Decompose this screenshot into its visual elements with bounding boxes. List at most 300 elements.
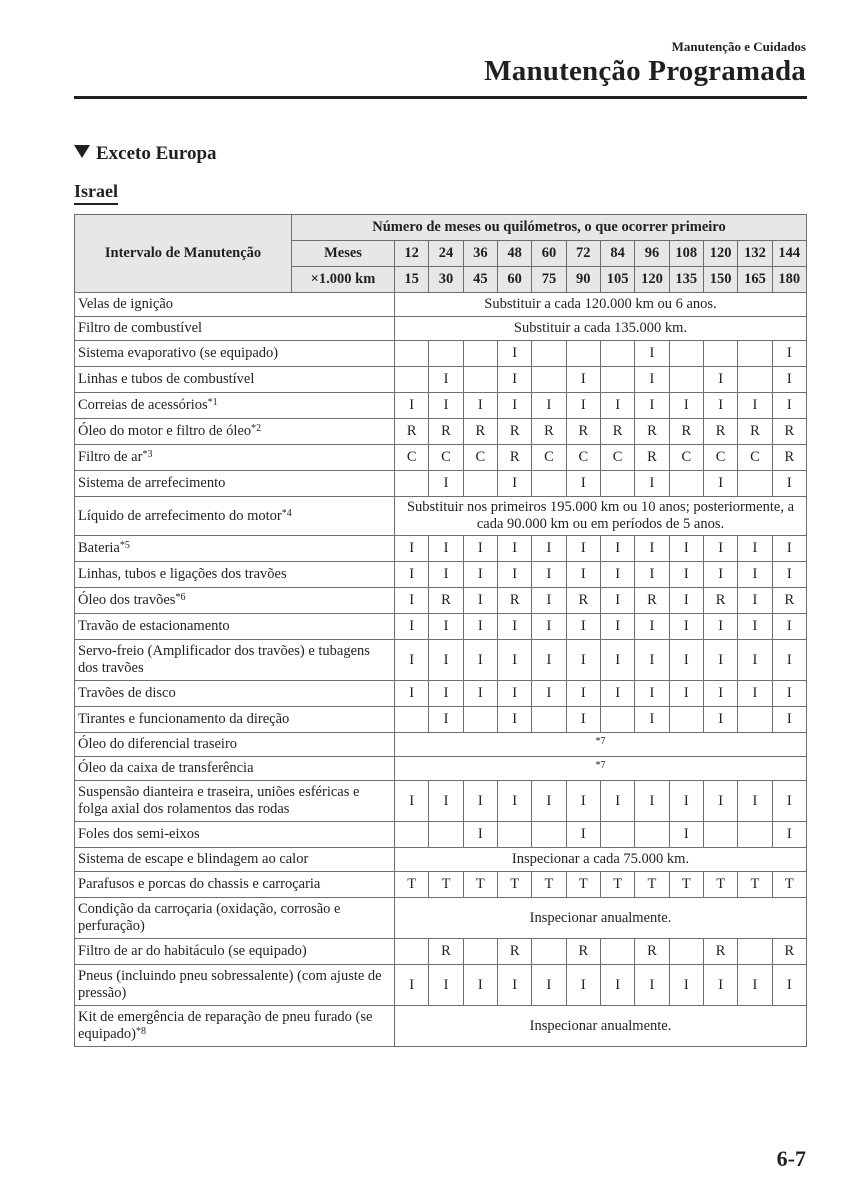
item-name: [75, 393, 395, 419]
chapter-title: Manutenção e Cuidados: [671, 39, 806, 54]
schedule-cell: I: [703, 471, 737, 497]
footnote-ref: *4: [281, 507, 292, 519]
schedule-cell: I: [497, 640, 531, 681]
schedule-cell: I: [566, 781, 600, 822]
table-row: [75, 562, 807, 588]
schedule-cell: I: [395, 781, 429, 822]
table-row: [75, 965, 807, 1006]
schedule-cell: I: [395, 640, 429, 681]
schedule-cell: T: [669, 872, 703, 898]
schedule-cell: [532, 707, 566, 733]
schedule-cell: I: [463, 640, 497, 681]
item-name-text: Velas de ignição: [78, 296, 174, 312]
schedule-cell: I: [497, 781, 531, 822]
schedule-cell: I: [772, 471, 806, 497]
schedule-cell: I: [532, 536, 566, 562]
schedule-cell: I: [429, 965, 463, 1006]
schedule-cell: I: [738, 562, 772, 588]
km-header: 150: [703, 267, 737, 293]
schedule-cell: I: [669, 588, 703, 614]
schedule-cell: I: [703, 781, 737, 822]
schedule-cell: [600, 341, 634, 367]
table-row: [75, 614, 807, 640]
schedule-cell: I: [669, 781, 703, 822]
table-row: [75, 588, 807, 614]
schedule-cell: I: [463, 614, 497, 640]
schedule-cell: I: [669, 536, 703, 562]
schedule-cell: I: [395, 965, 429, 1006]
schedule-cell: I: [532, 588, 566, 614]
schedule-cell: [532, 822, 566, 848]
footnote-ref: *7: [595, 736, 606, 747]
schedule-cell: T: [566, 872, 600, 898]
schedule-cell: [566, 341, 600, 367]
schedule-cell: I: [703, 965, 737, 1006]
schedule-cell: I: [772, 393, 806, 419]
schedule-cell: I: [635, 640, 669, 681]
schedule-cell: I: [635, 536, 669, 562]
schedule-cell: I: [532, 393, 566, 419]
schedule-cell: [738, 822, 772, 848]
table-row: [75, 471, 807, 497]
schedule-cell: I: [566, 562, 600, 588]
schedule-cell: [738, 367, 772, 393]
schedule-cell: I: [669, 393, 703, 419]
schedule-cell: I: [395, 588, 429, 614]
schedule-cell: R: [463, 419, 497, 445]
item-name: [75, 965, 395, 1006]
table-row: [75, 445, 807, 471]
schedule-cell: I: [703, 707, 737, 733]
item-name-text: Servo-freio (Amplificador dos travões) e tubagens dos travões: [78, 643, 370, 676]
page-title: Manutenção Programada: [484, 55, 806, 87]
schedule-cell: I: [429, 536, 463, 562]
schedule-cell: I: [635, 614, 669, 640]
item-name: [75, 471, 395, 497]
schedule-cell: I: [395, 393, 429, 419]
schedule-cell: [395, 341, 429, 367]
schedule-cell: I: [600, 588, 634, 614]
schedule-cell: I: [497, 471, 531, 497]
item-name-text: Linhas, tubos e ligações dos travões: [78, 566, 287, 582]
item-name-text: Correias de acessórios: [78, 397, 208, 413]
schedule-cell: T: [772, 872, 806, 898]
schedule-cell: C: [395, 445, 429, 471]
schedule-cell: I: [738, 588, 772, 614]
schedule-cell: I: [600, 781, 634, 822]
item-name: [75, 757, 395, 781]
table-row: [75, 419, 807, 445]
schedule-cell: [497, 822, 531, 848]
schedule-cell: [532, 939, 566, 965]
table-row: [75, 707, 807, 733]
schedule-cell: I: [429, 681, 463, 707]
schedule-cell: C: [600, 445, 634, 471]
schedule-cell: I: [738, 965, 772, 1006]
region-subheading: Israel: [74, 181, 118, 205]
item-name-text: Filtro de ar do habitáculo (se equipado): [78, 943, 307, 959]
schedule-cell: [635, 822, 669, 848]
item-name: [75, 317, 395, 341]
km-header: 165: [738, 267, 772, 293]
schedule-cell: C: [532, 445, 566, 471]
item-name: [75, 781, 395, 822]
item-name: [75, 536, 395, 562]
month-header: 96: [635, 241, 669, 267]
km-header: 135: [669, 267, 703, 293]
item-name-text: Travão de estacionamento: [78, 618, 230, 634]
schedule-cell: I: [395, 681, 429, 707]
schedule-cell: [738, 341, 772, 367]
schedule-cell: [395, 939, 429, 965]
month-header: 132: [738, 241, 772, 267]
schedule-cell: I: [669, 965, 703, 1006]
schedule-cell: I: [429, 640, 463, 681]
item-name: [75, 939, 395, 965]
schedule-cell: I: [532, 614, 566, 640]
schedule-cell: I: [429, 562, 463, 588]
schedule-cell: I: [635, 965, 669, 1006]
schedule-cell: I: [463, 588, 497, 614]
schedule-cell: I: [395, 614, 429, 640]
schedule-note: Substituir a cada 120.000 km ou 6 anos.: [395, 293, 807, 317]
item-name-text: Foles dos semi-eixos: [78, 826, 200, 842]
schedule-cell: I: [703, 536, 737, 562]
schedule-cell: I: [669, 640, 703, 681]
schedule-cell: I: [600, 614, 634, 640]
item-name: [75, 733, 395, 757]
schedule-cell: [395, 367, 429, 393]
schedule-cell: I: [635, 781, 669, 822]
schedule-cell: I: [772, 781, 806, 822]
schedule-cell: [532, 367, 566, 393]
km-header: 105: [600, 267, 634, 293]
schedule-cell: [532, 341, 566, 367]
schedule-note: Inspecionar anualmente.: [395, 1006, 807, 1047]
schedule-cell: I: [566, 681, 600, 707]
schedule-note: Substituir a cada 135.000 km.: [395, 317, 807, 341]
schedule-cell: I: [497, 707, 531, 733]
item-name-text: Bateria: [78, 540, 120, 556]
schedule-cell: I: [463, 562, 497, 588]
footnote-ref: *3: [142, 449, 153, 460]
schedule-cell: I: [532, 562, 566, 588]
schedule-cell: I: [600, 393, 634, 419]
schedule-cell: I: [395, 536, 429, 562]
schedule-cell: [600, 939, 634, 965]
schedule-cell: I: [566, 536, 600, 562]
month-header: 36: [463, 241, 497, 267]
schedule-cell: C: [703, 445, 737, 471]
km-header: 120: [635, 267, 669, 293]
schedule-cell: I: [635, 341, 669, 367]
footnote-ref: *5: [119, 540, 130, 551]
schedule-cell: T: [532, 872, 566, 898]
item-name: [75, 1006, 395, 1047]
table-row: [75, 757, 807, 781]
item-name-text: Kit de emergência de reparação de pneu furado (se equipado): [78, 1009, 373, 1042]
schedule-cell: [463, 471, 497, 497]
schedule-note: Inspecionar a cada 75.000 km.: [395, 848, 807, 872]
schedule-cell: R: [429, 419, 463, 445]
item-name-text: Óleo do diferencial traseiro: [78, 736, 238, 752]
schedule-cell: R: [635, 939, 669, 965]
schedule-cell: T: [703, 872, 737, 898]
schedule-cell: I: [772, 707, 806, 733]
km-header: 75: [532, 267, 566, 293]
item-name-text: Tirantes e funcionamento da direção: [78, 711, 290, 727]
schedule-cell: I: [772, 681, 806, 707]
schedule-cell: I: [703, 393, 737, 419]
schedule-cell: R: [566, 939, 600, 965]
km-label: ×1.000 km: [292, 267, 395, 293]
schedule-cell: I: [497, 536, 531, 562]
schedule-cell: I: [635, 471, 669, 497]
schedule-footnote-ref: [395, 757, 807, 781]
schedule-cell: I: [600, 640, 634, 681]
schedule-cell: R: [669, 419, 703, 445]
schedule-cell: I: [463, 536, 497, 562]
schedule-cell: I: [497, 367, 531, 393]
table-row: [75, 872, 807, 898]
table-row: [75, 781, 807, 822]
schedule-cell: I: [635, 367, 669, 393]
table-row: [75, 317, 807, 341]
schedule-cell: I: [429, 781, 463, 822]
table-row: [75, 293, 807, 317]
schedule-footnote-ref: [395, 733, 807, 757]
schedule-cell: I: [532, 681, 566, 707]
schedule-cell: I: [738, 640, 772, 681]
schedule-cell: I: [429, 393, 463, 419]
schedule-cell: I: [566, 367, 600, 393]
schedule-cell: R: [635, 445, 669, 471]
item-name-text: Pneus (incluindo pneu sobressalente) (com ajuste de pressão): [78, 968, 382, 1001]
item-name: [75, 419, 395, 445]
item-name-text: Óleo da caixa de transferência: [78, 760, 254, 776]
table-row: [75, 848, 807, 872]
schedule-cell: I: [463, 822, 497, 848]
schedule-cell: R: [703, 419, 737, 445]
schedule-cell: I: [669, 681, 703, 707]
schedule-cell: I: [566, 822, 600, 848]
item-name: [75, 872, 395, 898]
months-label: Meses: [292, 241, 395, 267]
month-header: 108: [669, 241, 703, 267]
item-name-text: Sistema de arrefecimento: [78, 475, 226, 491]
schedule-cell: I: [669, 562, 703, 588]
schedule-cell: I: [669, 614, 703, 640]
schedule-cell: R: [703, 939, 737, 965]
month-header: 84: [600, 241, 634, 267]
schedule-cell: I: [772, 822, 806, 848]
schedule-cell: I: [772, 536, 806, 562]
month-header: 72: [566, 241, 600, 267]
schedule-cell: R: [497, 939, 531, 965]
schedule-cell: [669, 471, 703, 497]
schedule-cell: T: [497, 872, 531, 898]
item-name: [75, 614, 395, 640]
schedule-cell: T: [429, 872, 463, 898]
schedule-cell: I: [532, 781, 566, 822]
schedule-cell: [395, 471, 429, 497]
schedule-cell: I: [497, 393, 531, 419]
schedule-cell: I: [497, 614, 531, 640]
schedule-cell: I: [497, 681, 531, 707]
schedule-cell: [703, 341, 737, 367]
schedule-cell: I: [738, 781, 772, 822]
schedule-cell: [669, 341, 703, 367]
schedule-cell: I: [738, 536, 772, 562]
schedule-cell: I: [600, 562, 634, 588]
schedule-cell: I: [772, 562, 806, 588]
schedule-cell: [395, 707, 429, 733]
schedule-cell: I: [600, 965, 634, 1006]
schedule-cell: [600, 707, 634, 733]
schedule-cell: I: [566, 965, 600, 1006]
schedule-cell: [429, 822, 463, 848]
footnote-ref: *6: [175, 592, 186, 603]
table-row: [75, 681, 807, 707]
footnote-ref: *8: [135, 1026, 146, 1037]
schedule-cell: I: [497, 341, 531, 367]
schedule-cell: I: [566, 393, 600, 419]
schedule-cell: I: [497, 562, 531, 588]
item-name-text: Parafusos e porcas do chassis e carroçaria: [78, 876, 321, 892]
schedule-cell: [463, 939, 497, 965]
item-name-text: Óleo do motor e filtro de óleo: [78, 423, 252, 439]
table-row: [75, 393, 807, 419]
schedule-cell: I: [429, 471, 463, 497]
maintenance-schedule-table: [74, 214, 807, 1047]
schedule-cell: T: [635, 872, 669, 898]
schedule-cell: R: [497, 445, 531, 471]
item-name: [75, 293, 395, 317]
schedule-cell: R: [703, 588, 737, 614]
schedule-cell: C: [669, 445, 703, 471]
schedule-cell: R: [566, 419, 600, 445]
schedule-cell: R: [429, 939, 463, 965]
group-header: Número de meses ou quilómetros, o que ocorrer primeiro: [292, 215, 807, 241]
schedule-cell: I: [635, 681, 669, 707]
schedule-cell: I: [738, 681, 772, 707]
table-row: [75, 640, 807, 681]
schedule-cell: I: [772, 614, 806, 640]
month-header: 24: [429, 241, 463, 267]
item-name: [75, 681, 395, 707]
header-divider: [74, 96, 807, 99]
schedule-cell: [463, 707, 497, 733]
month-header: 60: [532, 241, 566, 267]
schedule-cell: I: [635, 707, 669, 733]
table-row: [75, 939, 807, 965]
schedule-cell: I: [463, 681, 497, 707]
schedule-cell: [463, 341, 497, 367]
schedule-cell: I: [703, 367, 737, 393]
schedule-cell: R: [635, 419, 669, 445]
schedule-cell: R: [395, 419, 429, 445]
schedule-cell: [738, 471, 772, 497]
table-row: [75, 822, 807, 848]
schedule-cell: [669, 939, 703, 965]
header-row-group: [75, 215, 807, 241]
km-header: 45: [463, 267, 497, 293]
item-name-text: Filtro de ar: [78, 449, 143, 465]
schedule-cell: I: [772, 367, 806, 393]
km-header: 30: [429, 267, 463, 293]
schedule-cell: R: [497, 419, 531, 445]
item-name-text: Filtro de combustível: [78, 320, 203, 336]
schedule-cell: R: [635, 588, 669, 614]
item-name-text: Líquido de arrefecimento do motor: [78, 507, 282, 524]
month-header: 144: [772, 241, 806, 267]
schedule-cell: C: [738, 445, 772, 471]
footnote-ref: *1: [207, 397, 218, 408]
item-name-text: Óleo dos travões: [78, 592, 176, 608]
schedule-cell: I: [463, 781, 497, 822]
schedule-cell: I: [463, 965, 497, 1006]
triangle-down-icon: [74, 145, 90, 158]
schedule-cell: R: [532, 419, 566, 445]
schedule-cell: [532, 471, 566, 497]
schedule-note: Inspecionar anualmente.: [395, 898, 807, 939]
schedule-cell: I: [429, 367, 463, 393]
schedule-cell: I: [566, 471, 600, 497]
schedule-cell: [600, 471, 634, 497]
km-header: 180: [772, 267, 806, 293]
schedule-cell: I: [600, 681, 634, 707]
item-name-text: Condição da carroçaria (oxidação, corrosão e perfuração): [78, 901, 341, 934]
schedule-cell: I: [497, 965, 531, 1006]
schedule-cell: I: [703, 562, 737, 588]
item-name: [75, 341, 395, 367]
schedule-cell: [395, 822, 429, 848]
schedule-cell: R: [772, 939, 806, 965]
schedule-cell: I: [669, 822, 703, 848]
schedule-cell: [600, 822, 634, 848]
page-number: 6-7: [776, 1146, 806, 1171]
item-name-text: Travões de disco: [78, 685, 176, 701]
schedule-cell: C: [429, 445, 463, 471]
schedule-cell: I: [772, 341, 806, 367]
item-name: [75, 898, 395, 939]
schedule-note: Substituir nos primeiros 195.000 km ou 10 anos; posteriormente, a cada 90.000 km ou em períodos de 5 anos.: [395, 497, 807, 536]
item-name-text: Suspensão dianteira e traseira, uniões esféricas e folga axial dos rolamentos das rodas: [78, 784, 360, 817]
month-header: 120: [703, 241, 737, 267]
schedule-cell: I: [566, 614, 600, 640]
schedule-cell: R: [429, 588, 463, 614]
schedule-cell: [463, 367, 497, 393]
item-name: [75, 707, 395, 733]
schedule-cell: [669, 367, 703, 393]
table-row: [75, 733, 807, 757]
schedule-cell: [429, 341, 463, 367]
month-header: 48: [497, 241, 531, 267]
schedule-cell: T: [738, 872, 772, 898]
schedule-cell: I: [635, 393, 669, 419]
schedule-cell: [738, 707, 772, 733]
schedule-cell: R: [566, 588, 600, 614]
table-row: [75, 536, 807, 562]
schedule-cell: [669, 707, 703, 733]
km-header: 90: [566, 267, 600, 293]
item-name: [75, 588, 395, 614]
schedule-cell: R: [772, 445, 806, 471]
item-name: [75, 367, 395, 393]
item-name: [75, 497, 395, 536]
schedule-cell: I: [532, 965, 566, 1006]
schedule-cell: I: [703, 681, 737, 707]
